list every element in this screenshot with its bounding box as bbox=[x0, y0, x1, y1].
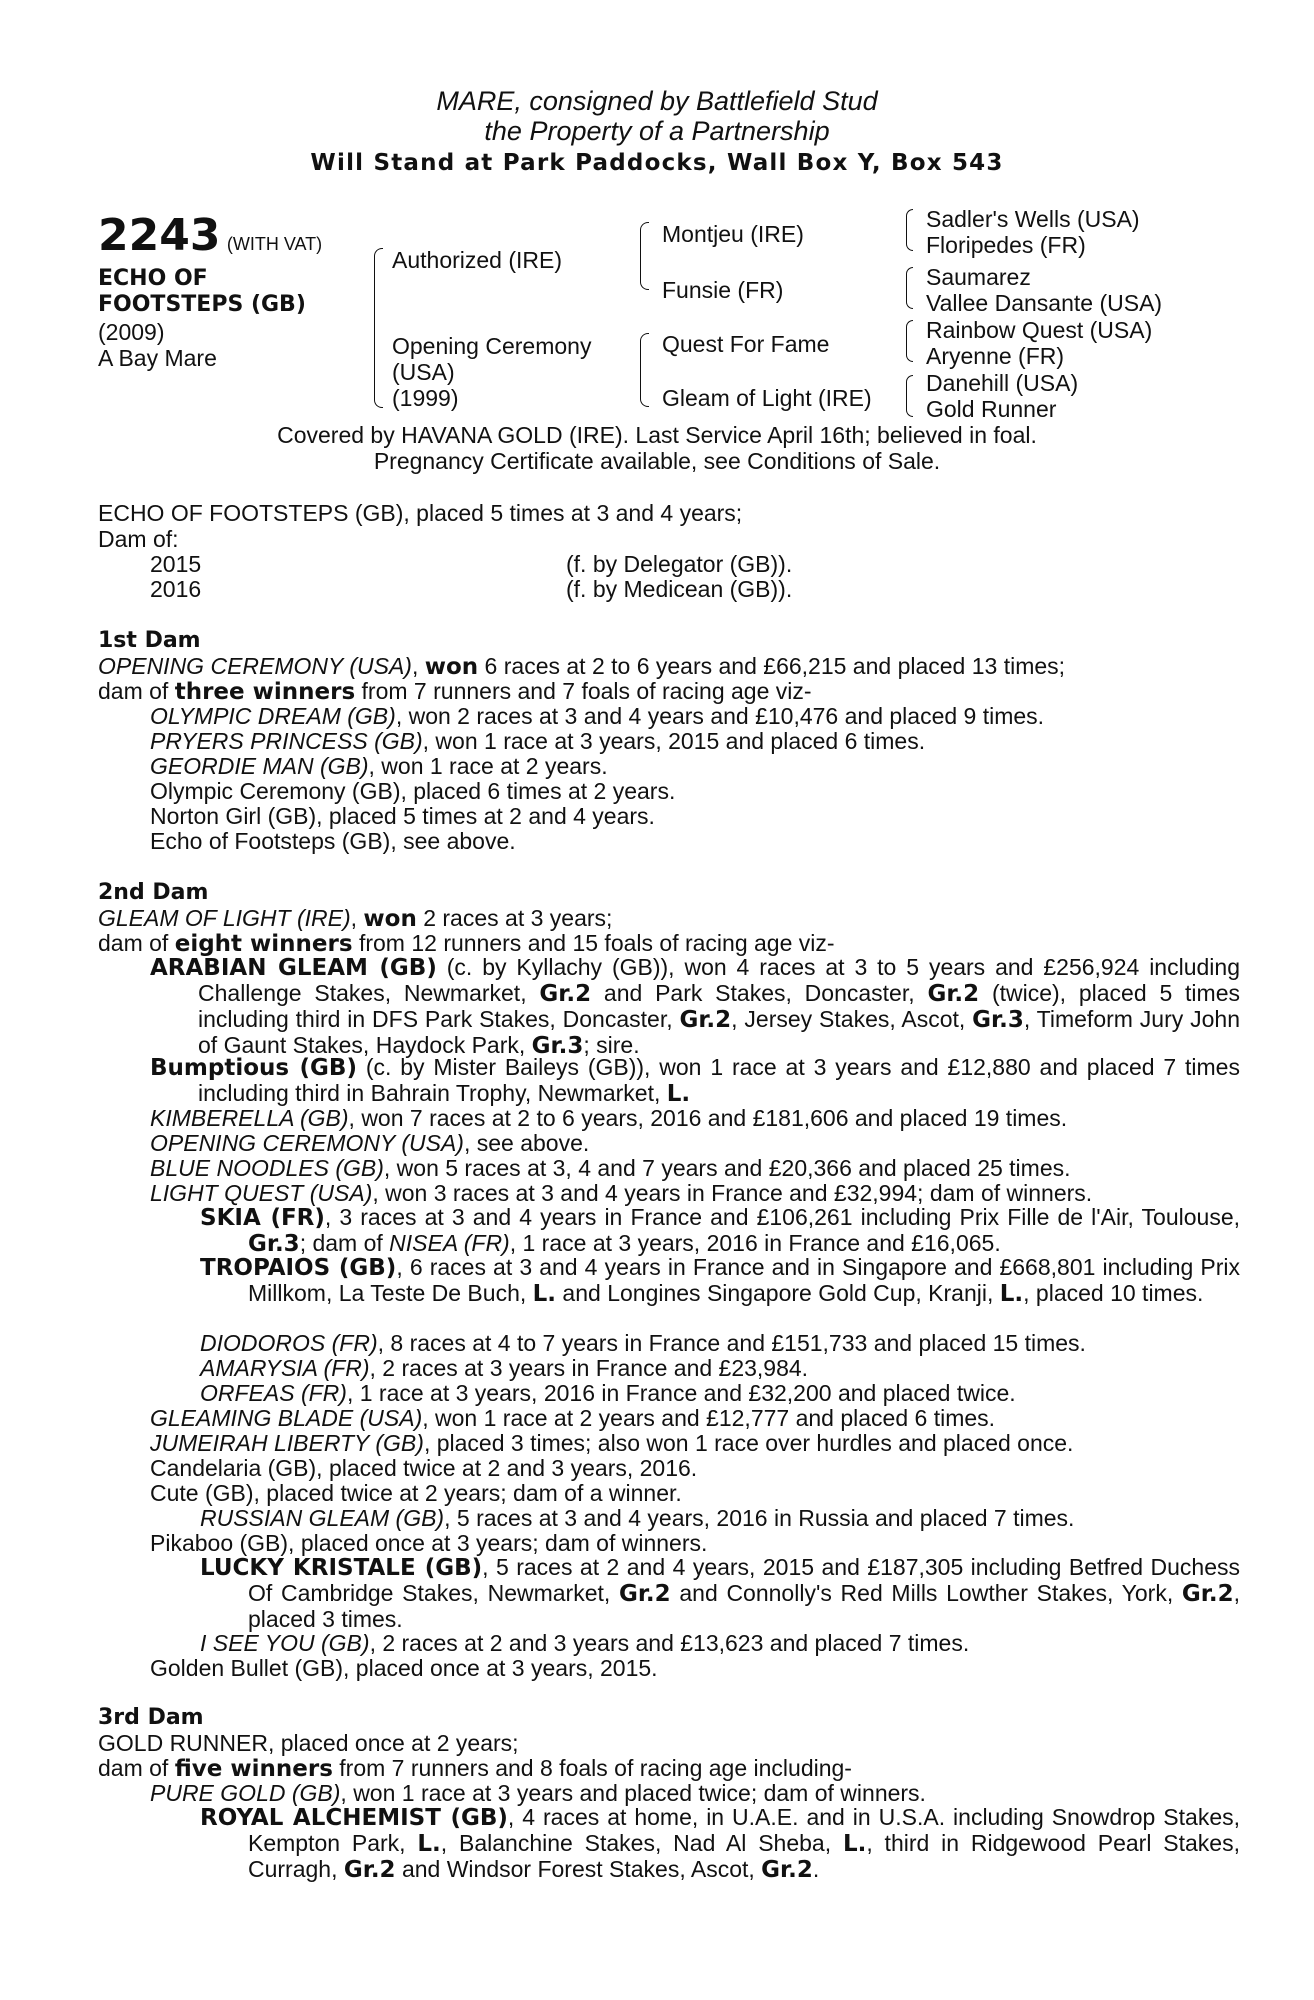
pedigree-dam: Opening Ceremony bbox=[392, 333, 592, 359]
lot-number: 2243 bbox=[98, 210, 221, 261]
pedigree-brace-ss bbox=[906, 209, 913, 251]
horse-name-line2: FOOTSTEPS (GB) bbox=[98, 292, 306, 317]
runner-opening-ceremony: OPENING CEREMONY (USA), see above. bbox=[150, 1130, 590, 1156]
header-property: the Property of a Partnership bbox=[484, 116, 830, 146]
runner-bumptious: Bumptious (GB) (c. by Mister Baileys (GB)), won 1 race at 3 years and £12,880 and placed 7 times including third in Bahrain Trophy, Newmarket, L. bbox=[150, 1054, 1240, 1107]
third-dam-line2: dam of five winners from 7 runners and 8 foals of racing age including- bbox=[98, 1755, 852, 1782]
horse-description: A Bay Mare bbox=[98, 345, 217, 371]
produce-intro: ECHO OF FOOTSTEPS (GB), placed 5 times at 3 and 4 years; bbox=[98, 500, 743, 526]
produce-detail-1: (f. by Delegator (GB)). bbox=[566, 551, 793, 577]
runner-arabian-gleam: ARABIAN GLEAM (GB) (c. by Kyllachy (GB)), won 4 races at 3 to 5 years and £256,924 including Challenge Stakes, Newmarket, Gr.2 and Park Stakes, Doncaster, Gr.2 (twice), placed 5 times including third in DFS Park Stakes, Doncaster, Gr.2, Jersey Stakes, Ascot, Gr.3, Timeform Jury John of Gaunt Stakes, Haydock Park, Gr.3; sire. bbox=[150, 954, 1240, 1059]
third-dam-heading: 3rd Dam bbox=[98, 1705, 204, 1730]
covered-line2: Pregnancy Certificate available, see Conditions of Sale. bbox=[373, 448, 941, 474]
pedigree-dam-country: (USA) bbox=[392, 359, 455, 385]
first-dam-line2: dam of three winners from 7 runners and 7 foals of racing age viz- bbox=[98, 678, 812, 705]
pedigree-dss: Rainbow Quest (USA) bbox=[926, 317, 1153, 343]
runner-skia: SKIA (FR), 3 races at 3 and 4 years in France and £106,261 including Prix Fille de l'Air, Toulouse, Gr.3; dam of NISEA (FR), 1 race at 3 years, 2016 in France and £16,065. bbox=[200, 1204, 1240, 1257]
runner-golden-bullet: Golden Bullet (GB), placed once at 3 years, 2015. bbox=[150, 1655, 658, 1681]
covered-line1: Covered by HAVANA GOLD (IRE). Last Service April 16th; believed in foal. bbox=[277, 422, 1037, 448]
pedigree-brace-sd bbox=[906, 267, 913, 309]
dam-of-label: Dam of: bbox=[98, 526, 179, 552]
first-dam-runner: GEORDIE MAN (GB), won 1 race at 2 years. bbox=[150, 753, 608, 779]
pedigree-ssd: Floripedes (FR) bbox=[926, 232, 1086, 258]
first-dam-runner: Olympic Ceremony (GB), placed 6 times at 2 years. bbox=[150, 778, 676, 804]
first-dam-runner: Norton Girl (GB), placed 5 times at 2 and 4 years. bbox=[150, 803, 655, 829]
pedigree-sire: Authorized (IRE) bbox=[392, 247, 563, 273]
pedigree-brace-sire bbox=[640, 222, 649, 290]
pedigree-dam-dam: Gleam of Light (IRE) bbox=[662, 385, 872, 411]
third-dam-line1: GOLD RUNNER, placed once at 2 years; bbox=[98, 1730, 519, 1756]
pedigree-sire-sire: Montjeu (IRE) bbox=[662, 221, 804, 247]
pedigree-brace-ds bbox=[906, 320, 913, 362]
pedigree-sdd: Vallee Dansante (USA) bbox=[926, 290, 1163, 316]
runner-pikaboo: Pikaboo (GB), placed once at 3 years; dam of winners. bbox=[150, 1530, 708, 1556]
first-dam-runner: PRYERS PRINCESS (GB), won 1 race at 3 years, 2015 and placed 6 times. bbox=[150, 728, 926, 754]
pedigree-brace-dd bbox=[906, 375, 913, 417]
horse-year: (2009) bbox=[98, 319, 165, 345]
runner-candelaria: Candelaria (GB), placed twice at 2 and 3 years, 2016. bbox=[150, 1455, 698, 1481]
first-dam-runner: OLYMPIC DREAM (GB), won 2 races at 3 and 4 years and £10,476 and placed 9 times. bbox=[150, 703, 1045, 729]
runner-tropaios: TROPAIOS (GB), 6 races at 3 and 4 years in France and in Singapore and £668,801 including Prix Millkom, La Teste De Buch, L. and Longines Singapore Gold Cup, Kranji, L., placed 10 times. bbox=[200, 1254, 1240, 1307]
first-dam-line1: OPENING CEREMONY (USA), won 6 races at 2 to 6 years and £66,215 and placed 13 times; bbox=[98, 653, 1066, 680]
runner-cute: Cute (GB), placed twice at 2 years; dam of a winner. bbox=[150, 1480, 682, 1506]
pedigree-brace-dam bbox=[640, 333, 649, 407]
runner-lucky-kristale: LUCKY KRISTALE (GB), 5 races at 2 and 4 years, 2015 and £187,305 including Betfred Duchess Of Cambridge Stakes, Newmarket, Gr.2 and Connolly's Red Mills Lowther Stakes, York, Gr.2, placed 3 times. bbox=[200, 1554, 1240, 1632]
header-consignor: MARE, consigned by Battlefield Stud bbox=[436, 86, 878, 116]
runner-i-see-you: I SEE YOU (GB), 2 races at 2 and 3 years and £13,623 and placed 7 times. bbox=[200, 1630, 970, 1656]
runner-pure-gold: PURE GOLD (GB), won 1 race at 3 years and placed twice; dam of winners. bbox=[150, 1780, 926, 1806]
horse-name-line1: ECHO OF bbox=[98, 266, 208, 291]
header-location: Will Stand at Park Paddocks, Wall Box Y, Box 543 bbox=[310, 150, 1004, 176]
runner-gleaming-blade: GLEAMING BLADE (USA), won 1 race at 2 years and £12,777 and placed 6 times. bbox=[150, 1405, 996, 1431]
runner-royal-alchemist: ROYAL ALCHEMIST (GB), 4 races at home, in U.A.E. and in U.S.A. including Snowdrop Stakes, Kempton Park, L., Balanchine Stakes, Nad Al Sheba, L., third in Ridgewood Pearl Stakes, Curragh, Gr.2 and Windsor Forest Stakes, Ascot, Gr.2. bbox=[200, 1804, 1241, 1883]
first-dam-runner: Echo of Footsteps (GB), see above. bbox=[150, 828, 516, 854]
second-dam-heading: 2nd Dam bbox=[98, 880, 209, 905]
produce-detail-2: (f. by Medicean (GB)). bbox=[566, 576, 793, 602]
produce-year-2: 2016 bbox=[150, 576, 202, 602]
runner-amarysia: AMARYSIA (FR), 2 races at 3 years in France and £23,984. bbox=[200, 1355, 809, 1381]
second-dam-line2: dam of eight winners from 12 runners and 15 foals of racing age viz- bbox=[98, 930, 835, 957]
runner-blue-noodles: BLUE NOODLES (GB), won 5 races at 3, 4 and 7 years and £20,366 and placed 25 times. bbox=[150, 1155, 1071, 1181]
pedigree-brace-gen1 bbox=[374, 248, 383, 408]
lot-number-line bbox=[98, 212, 322, 260]
pedigree-dsd: Aryenne (FR) bbox=[926, 343, 1065, 369]
second-dam-line1: GLEAM OF LIGHT (IRE), won 2 races at 3 years; bbox=[98, 905, 613, 932]
vat-note: (WITH VAT) bbox=[226, 234, 323, 254]
runner-diodoros: DIODOROS (FR), 8 races at 4 to 7 years in France and £151,733 and placed 15 times. bbox=[200, 1330, 1086, 1356]
pedigree-dam-sire: Quest For Fame bbox=[662, 331, 830, 357]
runner-kimberella: KIMBERELLA (GB), won 7 races at 2 to 6 years, 2016 and £181,606 and placed 19 times. bbox=[150, 1105, 1068, 1131]
pedigree-sire-dam: Funsie (FR) bbox=[662, 277, 784, 303]
produce-year-1: 2015 bbox=[150, 551, 202, 577]
runner-russian-gleam: RUSSIAN GLEAM (GB), 5 races at 3 and 4 years, 2016 in Russia and placed 7 times. bbox=[200, 1505, 1075, 1531]
runner-light-quest: LIGHT QUEST (USA), won 3 races at 3 and 4 years in France and £32,994; dam of winners. bbox=[150, 1180, 1093, 1206]
first-dam-heading: 1st Dam bbox=[98, 628, 201, 653]
pedigree-dds: Danehill (USA) bbox=[926, 370, 1079, 396]
pedigree-sss: Sadler's Wells (USA) bbox=[926, 206, 1140, 232]
runner-jumeirah-liberty: JUMEIRAH LIBERTY (GB), placed 3 times; also won 1 race over hurdles and placed once. bbox=[150, 1430, 1074, 1456]
pedigree-ddd: Gold Runner bbox=[926, 396, 1057, 422]
runner-orfeas: ORFEAS (FR), 1 race at 3 years, 2016 in France and £32,200 and placed twice. bbox=[200, 1380, 1016, 1406]
pedigree-sds: Saumarez bbox=[926, 264, 1031, 290]
pedigree-dam-year: (1999) bbox=[392, 385, 459, 411]
